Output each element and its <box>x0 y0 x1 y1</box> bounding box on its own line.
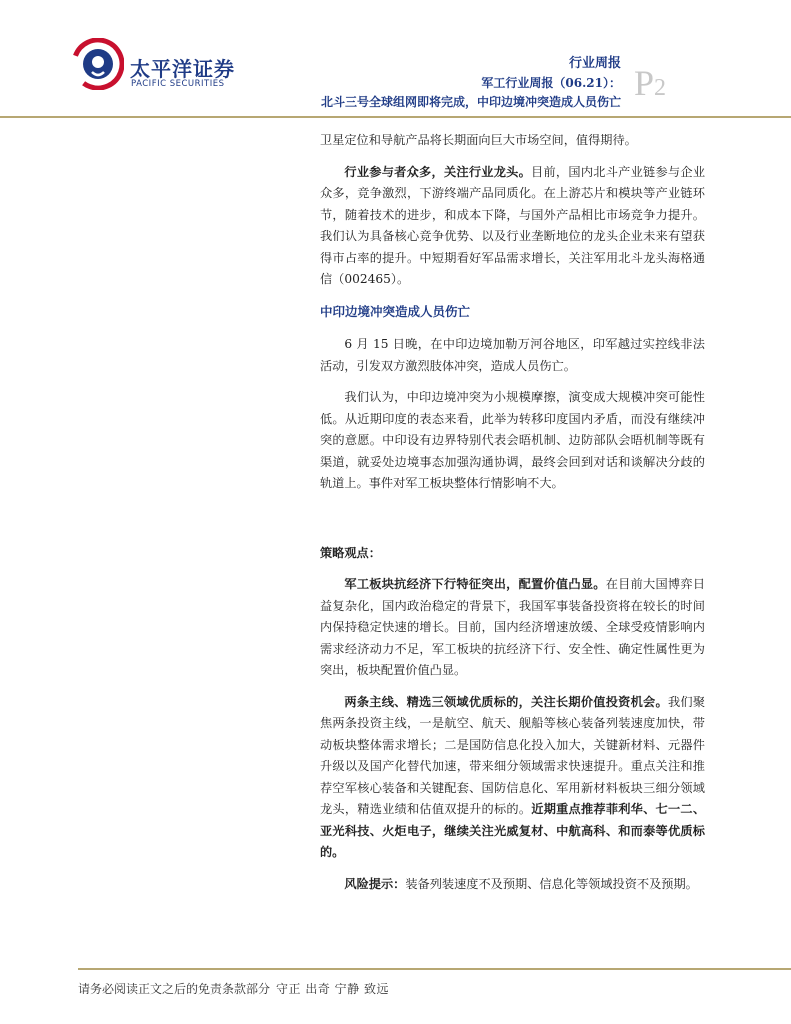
page-number <box>634 62 666 104</box>
footer-divider <box>78 968 791 970</box>
section-heading-india-border: 中印边境冲突造成人员伤亡 <box>320 303 471 319</box>
paragraph-text: 装备列装速度不及预期、信息化等领域投资不及预期。 <box>405 876 698 891</box>
paragraph-lead: 军工板块抗经济下行特征突出，配置价值凸显。 <box>344 577 606 591</box>
paragraph-text: 目前，国内北斗产业链参与企业众多，竞争激烈，下游终端产品同质化。在上游芯片和模块等产业链环节，随着技术的进步，和成本下降，与国外产品相比市场竞争力提升。我们认为具备核心竞争优势、以及行业垄断地位的龙头企业未来有望获得市占率的提升。中短期看好军品需求增长，关注军用北斗龙头海格通信（002465）。 <box>320 164 706 286</box>
page-letter: P <box>634 63 655 103</box>
paragraph-border-analysis: 我们认为，中印边境冲突为小规模摩擦，演变成大规模冲突可能性低。从近期印度的表态来看，此举为转移印度国内矛盾，而没有继续冲突的意愿。中印设有边界特别代表会晤机制、边防部队会晤机制等既有渠道，就妥处边境事态加强沟通协调，最终会回到对话和谈解决分歧的轨道上。事件对军工板块整体行情影响不大。 <box>320 390 705 490</box>
paragraph-strategy-2 <box>320 692 705 864</box>
page-number-digit: 2 <box>654 75 667 101</box>
brand-name-cn: 太平洋证券 <box>130 57 235 81</box>
paragraph-text: 在目前大国博弈日益复杂化，国内政治稳定的背景下，我国军事装备投资将在较长的时间内保持稳定快速的增长。目前，国内经济增速放缓、全球受疫情影响内需求经济动力不足，军工板块的抗经济下行、安全性、确定性属性更为突出，板块配置价值凸显。 <box>320 577 706 677</box>
paragraph-border-event: 6 月 15 日晚，在中印边境加勒万河谷地区，印军越过实控线非法活动，引发双方激烈肢体冲突，造成人员伤亡。 <box>320 337 705 373</box>
paragraph-lead: 风险提示： <box>344 876 406 891</box>
report-type: 行业周报 <box>568 56 621 71</box>
paragraph-risk <box>320 874 705 896</box>
page-footer <box>78 980 389 997</box>
paragraph-recommendations: 近期重点推荐菲利华、七一二、亚光科技、火炬电子，继续关注光威复材、中航高科、和而泰等优质标的。 <box>320 802 706 859</box>
paragraph-lead: 两条主线、精选三领域优质标的，关注长期价值投资机会。 <box>344 694 668 709</box>
report-subtitle: 军工行业周报（06.21）： <box>481 76 621 90</box>
page-header <box>0 0 791 120</box>
paragraph-strategy-1 <box>320 574 705 682</box>
paragraph-lead: 行业参与者众多，关注行业龙头。 <box>344 164 532 179</box>
paragraph-continued: 卫星定位和导航产品将长期面向巨大市场空间，值得期待。 <box>320 133 637 147</box>
strategy-heading: 策略观点： <box>320 545 381 560</box>
header-divider <box>0 116 791 118</box>
pacific-securities-logo-icon <box>72 38 124 90</box>
report-title: 北斗三号全球组网即将完成，中印边境冲突造成人员伤亡 <box>320 95 621 109</box>
paragraph-text: 我们聚焦两条投资主线，一是航空、航天、舰船等核心装备列装速度加快，带动板块整体需求增长；二是国防信息化投入加大，关键新材料、元器件升级以及国产化替代加速，带来细分领域需求快速提升。重点关注和推荐空军核心装备和关键配套、国防信息化、军用新材料板块三细分领域龙头，精选业绩和估值双提升的标的。 <box>320 694 706 816</box>
footer-disclaimer: 请务必阅读正文之后的免责条款部分 <box>78 982 271 996</box>
footer-motto: 守正 出奇 宁静 致远 <box>276 982 389 996</box>
brand-name-en: PACIFIC SECURITIES <box>131 79 225 89</box>
report-body <box>320 130 705 905</box>
paragraph-industry-leaders <box>320 162 705 291</box>
